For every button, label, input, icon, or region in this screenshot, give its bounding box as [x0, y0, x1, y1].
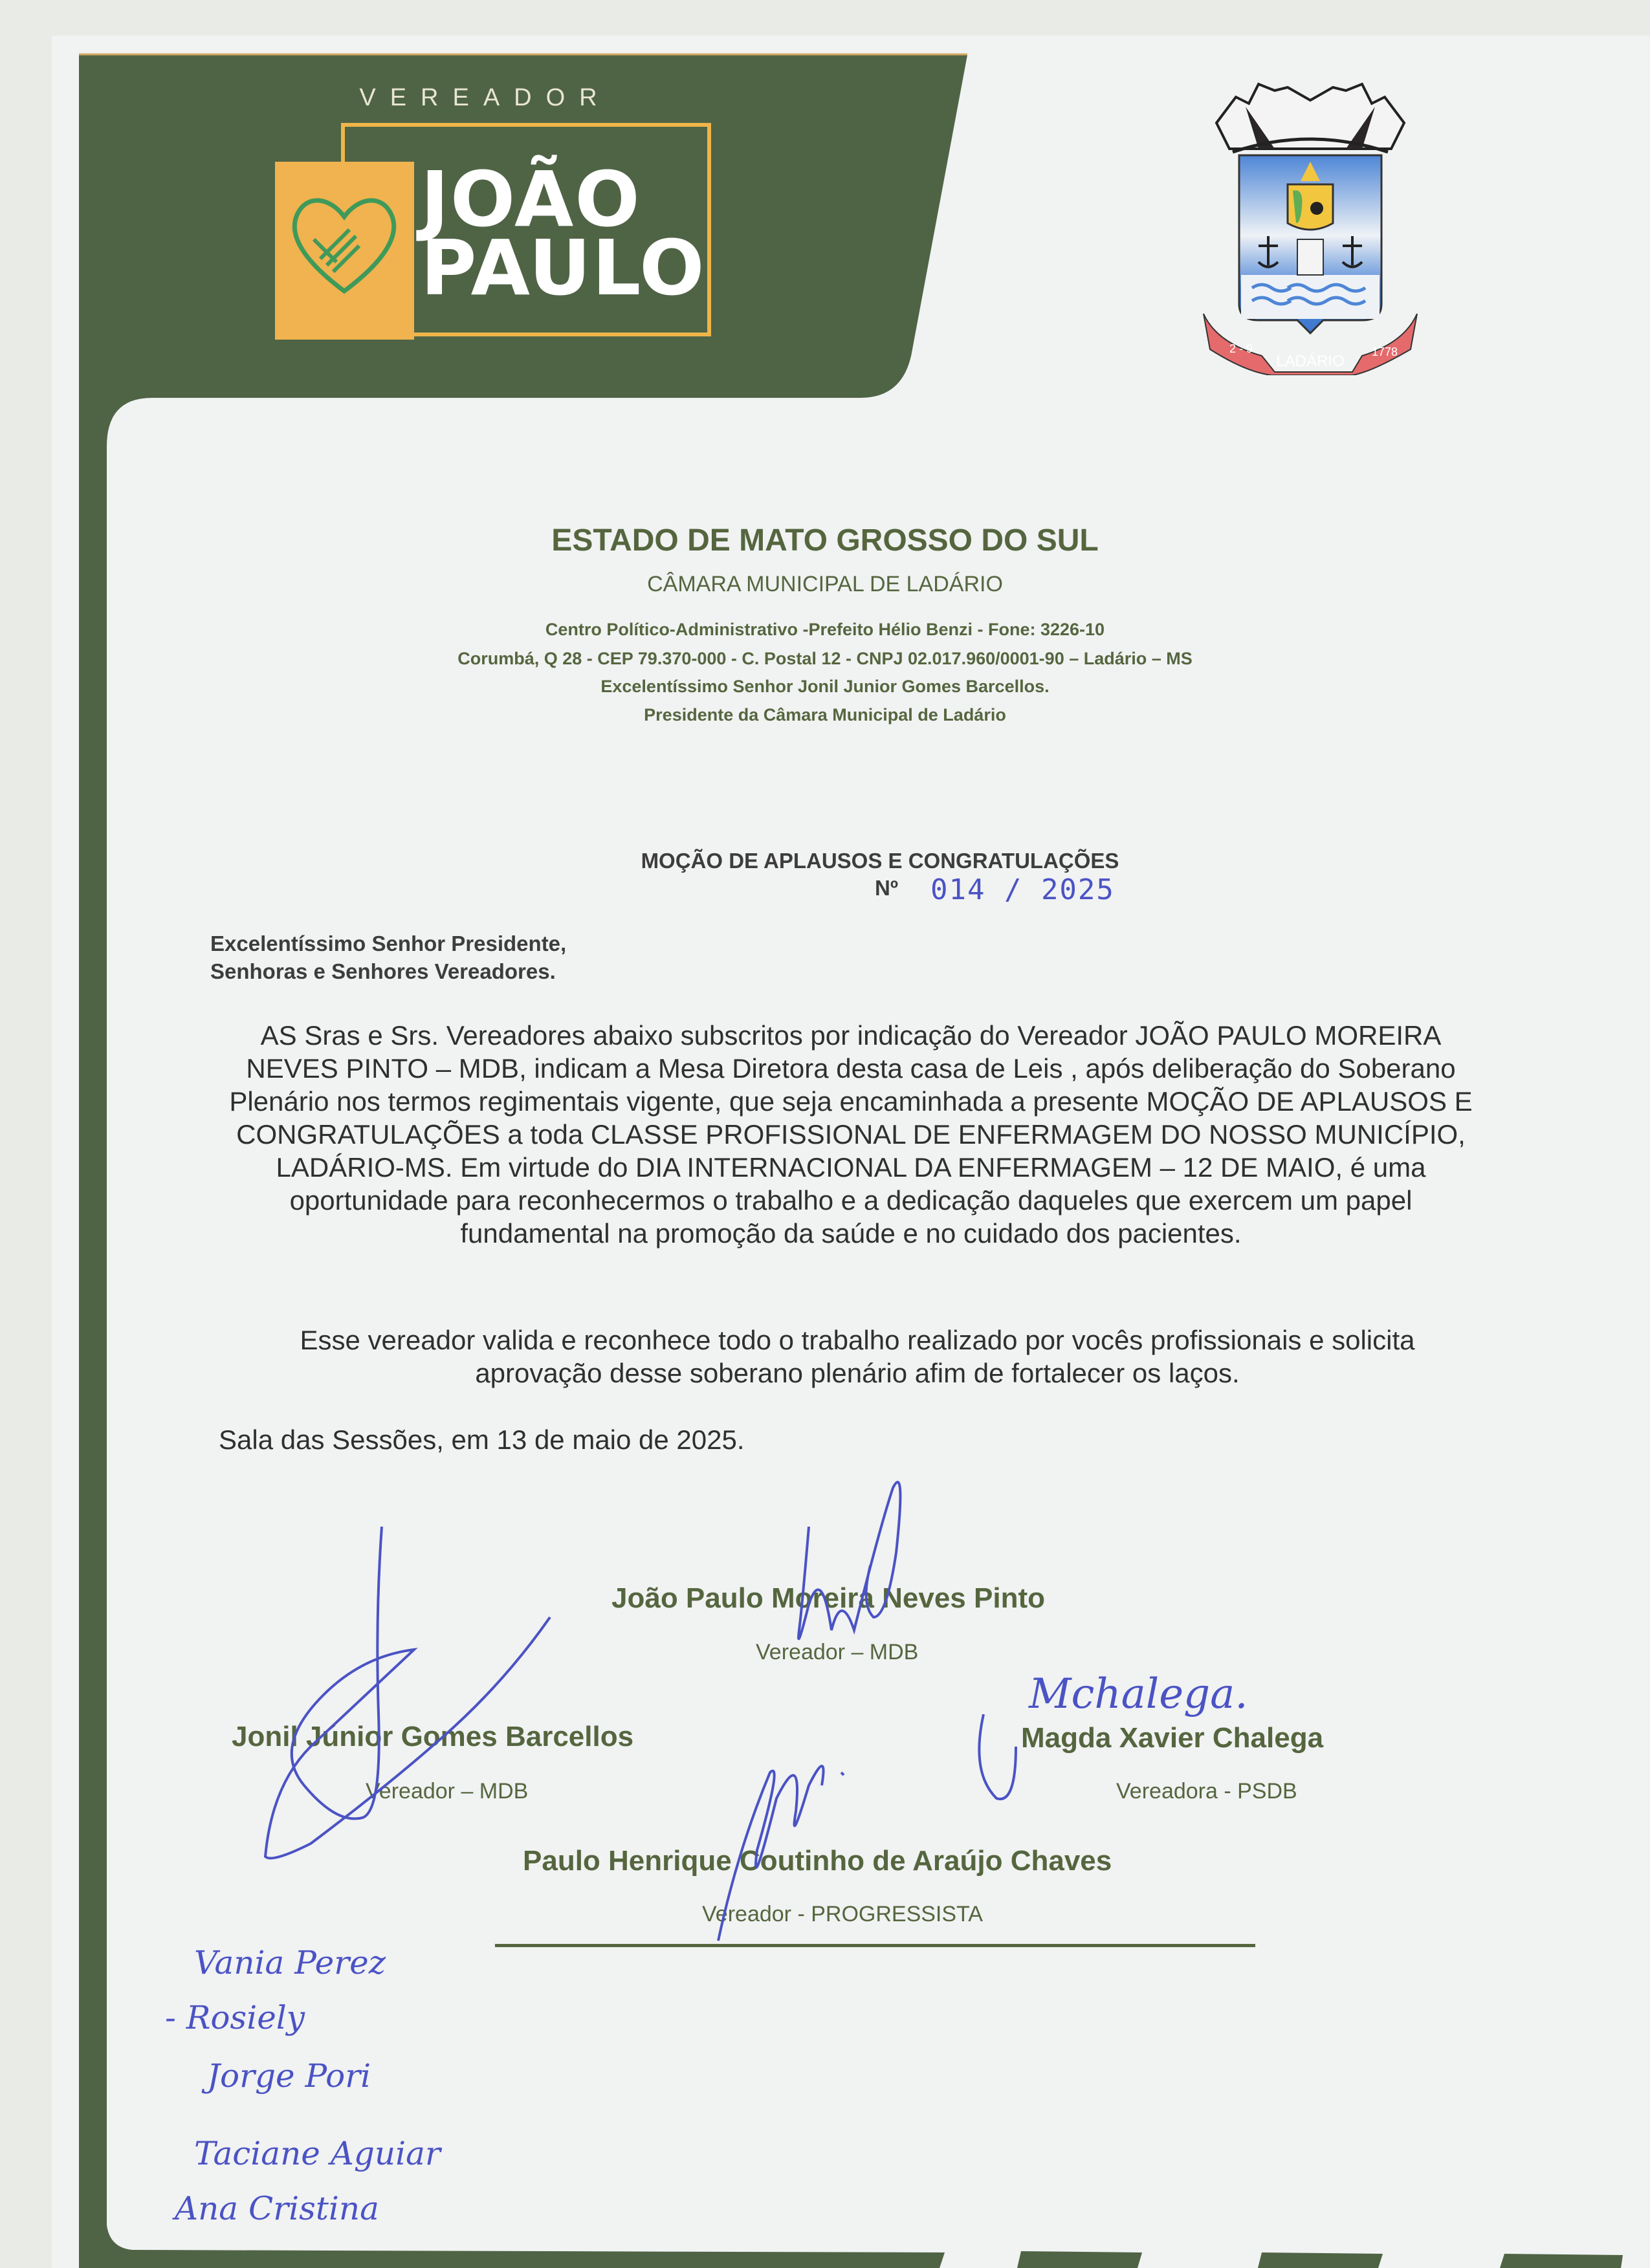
crown-icon: [1216, 84, 1404, 152]
body-paragraph-2: Esse vereador valida e reconhece todo o trabalho realizado por vocês profissionais e solicita aprovação desse soberano plenário afim de fortalecer os laços.: [300, 1325, 1415, 1388]
header-line-cnpj: Corumbá, Q 28 - CEP 79.370-000 - C. Postal 12 - CNPJ 02.017.960/0001-90 – Ladário – MS: [457, 649, 1193, 668]
ribbon-left-text: 2 - 9: [1229, 342, 1253, 355]
footer-stripe-3: [1500, 2254, 1623, 2268]
body-paragraph-1: AS Sras e Srs. Vereadores abaixo subscritos por indicação do Vereador JOÃO PAULO MOREIRA NEVES PINTO – MDB, indicam a Mesa Diretora desta casa de Leis , após deliberação do Soberano Plenário nos termos regimentais vigente, que seja encaminhada a presente MOÇÃO DE APLAUSOS E CONGRATULAÇÕES a toda CLASSE PROFISSIONAL DE ENFERMAGEM DO NOSSO MUNICÍPIO, LADÁRIO-MS. Em virtude do DIA INTERNACIONAL DA ENFERMAGEM – 12 DE MAIO, é uma oportunidade para reconhecermos o trabalho e a dedicação daqueles que exercem um papel fundamental na promoção da saúde e no cuidado dos pacientes.: [229, 1020, 1473, 1248]
header-chamber: CÂMARA MUNICIPAL DE LADÁRIO: [647, 572, 1003, 596]
handwritten-name-4: Taciane Aguiar: [194, 2135, 441, 2172]
footer-stripe-1: [1017, 2251, 1142, 2268]
salutation-line-2: Senhoras e Senhores Vereadores.: [210, 959, 556, 983]
logo-name-line1: JOÃO: [421, 155, 641, 244]
signature-line: [495, 1944, 1255, 1947]
signatory-name-magda: Magda Xavier Chalega: [1021, 1722, 1324, 1754]
handwritten-name-2: - Rosiely: [165, 1999, 305, 2036]
handwritten-name-3: Jorge Pori: [207, 2057, 371, 2095]
document-title: MOÇÃO DE APLAUSOS E CONGRATULAÇÕES: [641, 849, 1119, 873]
logo-tagline: VEREADOR: [359, 84, 611, 111]
coat-of-arms: [1178, 71, 1443, 375]
heart-handshake-icon: [275, 162, 414, 340]
signature-magda: Mchalega.: [1029, 1670, 1248, 1718]
handwritten-name-5: Ana Cristina: [175, 2190, 379, 2227]
logo-badge: [275, 162, 414, 340]
signatory-role-paulo-henrique: Vereador - PROGRESSISTA: [702, 1902, 983, 1926]
footer-green-band: [107, 2225, 945, 2268]
ribbon-right-text: 1778: [1372, 345, 1398, 358]
document-number-label: Nº: [875, 876, 898, 900]
document-number-handwritten: 014 / 2025: [930, 873, 1115, 906]
signatory-role-jonil: Vereador – MDB: [366, 1779, 529, 1804]
footer-stripe-2: [1258, 2252, 1383, 2268]
signatory-role-joao-paulo: Vereador – MDB: [756, 1640, 919, 1664]
closing-date: Sala das Sessões, em 13 de maio de 2025.: [219, 1424, 745, 1455]
handwritten-name-1: Vania Perez: [194, 1944, 386, 1981]
signatory-name-paulo-henrique: Paulo Henrique Coutinho de Araújo Chaves: [523, 1845, 1112, 1877]
signatory-role-magda: Vereadora - PSDB: [1116, 1779, 1297, 1804]
salutation-line-1: Excelentíssimo Senhor Presidente,: [210, 932, 567, 955]
header-state: ESTADO DE MATO GROSSO DO SUL: [551, 523, 1099, 558]
header-line-address: Centro Político-Administrativo -Prefeito Hélio Benzi - Fone: 3226-10: [545, 620, 1105, 639]
ribbon-center-text: LADÁRIO: [1276, 353, 1345, 370]
signatory-name-joao-paulo: João Paulo Moreira Neves Pinto: [611, 1582, 1045, 1614]
shield-icon: [1239, 155, 1381, 333]
logo-name: [421, 155, 706, 312]
signatory-name-jonil: Jonil Júnior Gomes Barcellos: [232, 1721, 634, 1752]
header-line-president: Presidente da Câmara Municipal de Ladário: [644, 705, 1006, 725]
header-line-addressee: Excelentíssimo Senhor Jonil Junior Gomes Barcellos.: [600, 677, 1050, 696]
logo-name-line2: PAULO: [421, 223, 706, 312]
